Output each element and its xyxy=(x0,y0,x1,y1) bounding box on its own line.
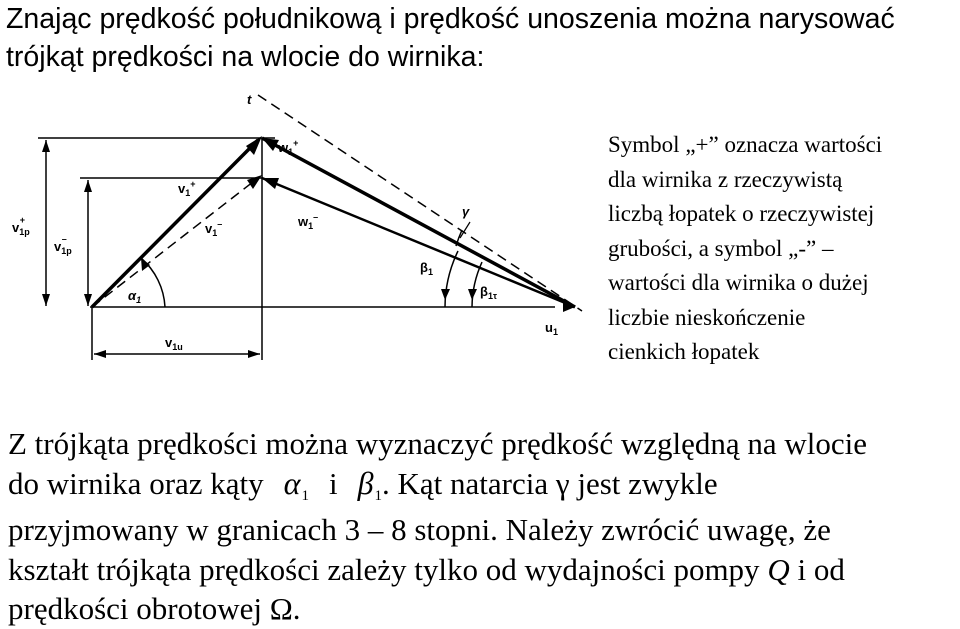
intro-text xyxy=(6,0,956,76)
body-line-5: prędkości obrotowej Ω. xyxy=(8,591,301,626)
w1-minus-vector xyxy=(262,178,575,307)
note-line: liczbą łopatek o rzeczywistej xyxy=(608,201,875,226)
label-v1-plus: $v_1^+$ xyxy=(178,179,196,198)
label-beta1: $\beta_1$ xyxy=(420,260,433,277)
note-line: Symbol „+” oznacza wartości xyxy=(608,132,883,157)
label-v1-minus: $v_1^-$ xyxy=(205,219,223,238)
note-line: dla wirnika z rzeczywistą xyxy=(608,166,843,192)
label-v1p-minus: $v_{1p}-$ xyxy=(54,234,72,256)
label-u1: $u_1$ xyxy=(545,320,558,337)
body-paragraph xyxy=(8,424,958,629)
beta1-arc-arrow xyxy=(441,289,450,300)
alpha-symbol: α1 xyxy=(283,464,309,504)
v1-plus-arrow xyxy=(246,136,262,155)
v1-minus-arrow xyxy=(247,175,262,189)
v1p-plus-arrow-top xyxy=(42,140,50,152)
body-line-2 xyxy=(8,464,958,511)
note-line: liczbie nieskończenie xyxy=(608,304,806,330)
label-gamma: γ xyxy=(462,204,470,219)
v1-minus-vector xyxy=(92,178,258,307)
v1p-minus-arrow-top xyxy=(84,180,92,192)
w1-plus-arrow xyxy=(262,138,279,151)
body-line-2-i: i xyxy=(328,465,338,501)
v1-plus-vector xyxy=(92,140,258,307)
note-line: cienkich łopatek xyxy=(608,339,760,364)
intro-line-1: Znając prędkość południkową i prędkość unoszenia można narysować xyxy=(6,3,895,35)
intro-line-2: trójkąt prędkości na wlocie do wirnika: xyxy=(6,41,485,73)
velocity-triangle-diagram xyxy=(0,80,600,390)
q-symbol: Q xyxy=(767,551,790,587)
beta-symbol: β1 xyxy=(357,464,383,504)
beta1t-arc-arrow xyxy=(468,289,477,300)
body-line-1: Z trójkąta prędkości można wyznaczyć prędkość względną na wlocie xyxy=(8,426,868,461)
note-line: grubości, a symbol „-” – xyxy=(608,235,834,261)
label-beta1t: $\beta_{1\tau}$ xyxy=(480,284,497,301)
label-alpha1: $\alpha_1$ xyxy=(128,288,142,305)
w1-minus-arrow xyxy=(262,178,279,189)
v1u-arrow-right xyxy=(248,350,260,358)
body-line-2-b: . Kąt natarcia γ jest zwykle xyxy=(382,465,718,501)
body-line-3: przyjmowany w granicach 3 – 8 stopni. Należy zwrócić uwagę, że xyxy=(8,512,831,547)
symbol-note xyxy=(608,128,958,370)
tangent-line xyxy=(258,95,582,311)
label-v1p-plus: $v_{1p}+$ xyxy=(12,215,30,237)
label-t: t xyxy=(247,92,252,107)
label-v1u: $v_{1u}$ xyxy=(165,335,183,352)
v1p-minus-arrow-bottom xyxy=(84,294,92,306)
body-line-4: kształt trójkąta prędkości zależy tylko od wydajności pompy Q i od xyxy=(8,551,845,587)
v1u-arrow-left xyxy=(94,350,106,358)
note-line: wartości dla wirnika o dużej xyxy=(608,270,869,295)
label-w1-plus: $w_1^+$ xyxy=(278,138,299,157)
label-w1-minus: $w_1^-$ xyxy=(298,212,319,231)
v1p-plus-arrow-bottom xyxy=(42,294,50,306)
body-line-2-a: do wirnika oraz kąty xyxy=(8,465,264,501)
beta1-arc xyxy=(445,251,458,307)
alpha1-arc-arrow xyxy=(141,258,150,271)
